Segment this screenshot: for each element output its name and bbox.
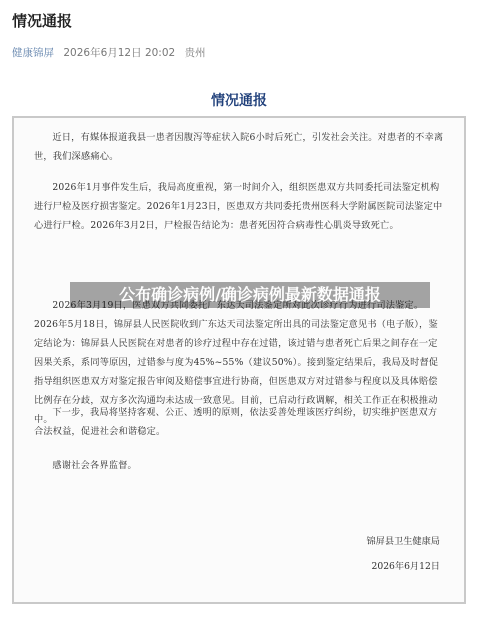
paragraph-3: 2026年3月19日，医患双方共同委托广东达天司法鉴定所对此次诊疗行为进行司法鉴定。2026年5月18日，锦屏县人民医院收到广东达天司法鉴定所出具的司法鉴定意见书（电子版），鉴定结论为：锦屏县人民医院在对患者的诊疗过程中存在过错，该过错与患者死亡后果之间存在一定因果关系，系同等原因，过错参与度为45%~55%（建议50%）。接到鉴定结果后，我局及时督促指导组织医患双方对鉴定报告审阅及赔偿事宜进行协商，但医患双方对过错参与程度以及具体赔偿比例存在分歧，双方多次沟通均未达成一致意见。目前，已启动行政调解，相关工作正在积极推动中。 [34,300,439,425]
overlay-headline: 公布确诊病例/确诊病例最新数据通报 [70,282,430,308]
signature-date: 2026年6月12日 [371,561,440,572]
article-header [12,10,488,60]
document-image [12,93,466,604]
paragraph-5: 感谢社会各界监督。 [52,460,137,471]
signature-organization: 锦屏县卫生健康局 [366,536,440,547]
article-meta [12,45,488,60]
publish-location: 贵州 [184,47,206,59]
author-link[interactable]: 健康锦屏 [12,47,54,59]
page-title: 情况通报 [12,12,73,30]
paragraph-1: 近日，有媒体报道我县一患者因腹泻等症状入院6小时后死亡，引发社会关注。对患者的不幸离世，我们深感痛心。 [34,132,444,162]
paragraph-2: 2026年1月事件发生后，我局高度重视，第一时间介入，组织医患双方共同委托司法鉴定机构进行尸检及医疗损害鉴定。2026年1月23日，医患双方共同委托贵州医科大学附属医院司法鉴定中心进行尸检。2026年3月2日，尸检报告结论为：患者死因符合病毒性心肌炎导致死亡。 [34,182,443,231]
paragraph-4: 下一步，我局将坚持客观、公正、透明的原则，依法妥善处理该医疗纠纷，切实维护医患双方合法权益，促进社会和谐稳定。 [34,407,438,437]
document-title: 情况通报 [211,93,267,109]
publish-datetime: 2026年6月12日 20:02 [63,47,176,59]
